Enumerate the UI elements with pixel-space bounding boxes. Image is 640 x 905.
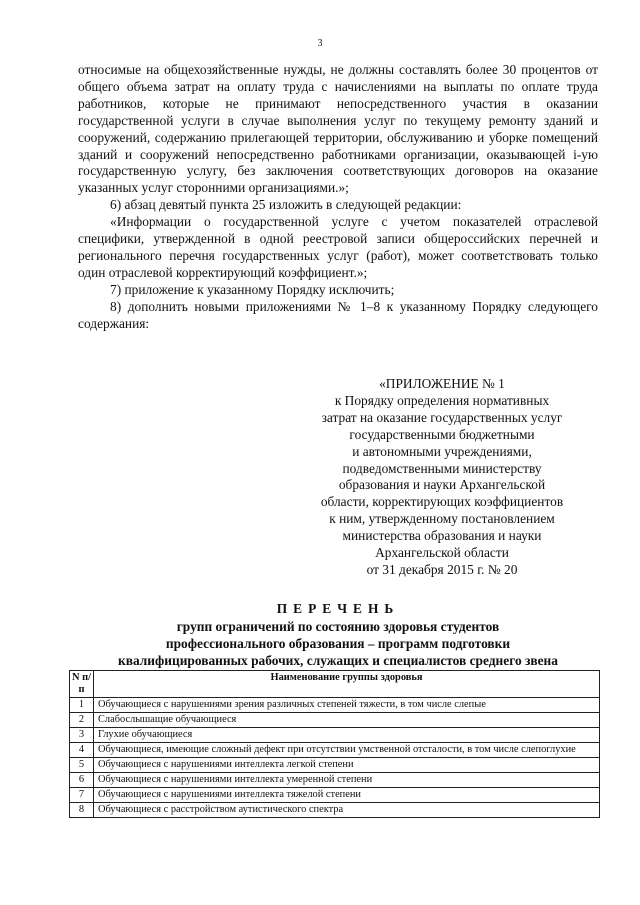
row-number: 6 [70, 773, 94, 788]
row-number: 4 [70, 743, 94, 758]
table-row [70, 803, 600, 818]
row-name: Слабослышащие обучающиеся [94, 713, 600, 728]
appendix-line: области, корректирующих коэффициентов [320, 494, 564, 510]
row-name: Глухие обучающиеся [94, 728, 600, 743]
column-header-number: N п/п [70, 671, 94, 698]
paragraph: «Информации о государственной услуге с учетом показателей отраслевой специфики, утвержденной в одной реестровой записи общероссийских перечней и регионального перечня государственных услуг (работ), может соответствовать только один отраслевой корректирующий коэффициент.»; [78, 214, 598, 280]
appendix-line: министерства образования и науки [342, 528, 542, 544]
appendix-line: к Порядку определения нормативных [334, 392, 550, 408]
table-row [70, 728, 600, 743]
list-subtitle-line: квалифицированных рабочих, служащих и специалистов среднего звена [118, 652, 558, 668]
paragraph: 6) абзац девятый пункта 25 изложить в следующей редакции: [110, 197, 462, 213]
row-number: 3 [70, 728, 94, 743]
appendix-line: подведомственными министерству [342, 460, 542, 476]
column-header-name: Наименование группы здоровья [94, 671, 600, 698]
table-row [70, 773, 600, 788]
table-row [70, 743, 600, 758]
appendix-header [292, 376, 592, 579]
row-name: Обучающиеся с расстройством аутистического спектра [94, 803, 600, 818]
list-heading [88, 601, 588, 670]
paragraph: 8) дополнить новыми приложениями № 1–8 к указанному Порядку следующего содержания: [78, 298, 598, 331]
list-subtitle-line: групп ограничений по состоянию здоровья студентов [176, 618, 500, 634]
appendix-line: затрат на оказание государственных услуг [321, 409, 563, 425]
row-number: 7 [70, 788, 94, 803]
appendix-line: «ПРИЛОЖЕНИЕ № 1 [379, 376, 505, 391]
table-row [70, 698, 600, 713]
appendix-line: Архангельской области [375, 545, 509, 561]
appendix-line: образования и науки Архангельской [338, 477, 546, 493]
row-number: 8 [70, 803, 94, 818]
health-groups-table [69, 670, 600, 818]
row-number: 5 [70, 758, 94, 773]
table-row [70, 713, 600, 728]
appendix-line: государственными бюджетными [349, 426, 535, 442]
appendix-line: к ним, утвержденному постановлением [329, 511, 555, 527]
table-row [70, 788, 600, 803]
table-header-row [70, 671, 600, 698]
page-number: 3 [317, 38, 323, 49]
row-name: Обучающиеся с нарушениями интеллекта тяжелой степени [94, 788, 600, 803]
row-number: 2 [70, 713, 94, 728]
body-text [78, 62, 598, 333]
row-name: Обучающиеся с нарушениями интеллекта умеренной степени [94, 773, 600, 788]
paragraph: относимые на общехозяйственные нужды, не должны составлять более 30 процентов от общего объема затрат на оплату труда с начислениями на выплаты по оплате труда работников, которые не принимают непосредственного участия в оказании государственной услуги в случае выполнения услуг по текущему ремонту зданий и сооружений, содержанию прилегающей территории, обслуживанию и уборке помещений зданий и сооружений непосредственно работниками организации, оказывающей i-ую государственную услугу, без заключения соответствующих договоров на оказание указанных услуг сторонними организациями.»; [78, 62, 598, 196]
row-name: Обучающиеся с нарушениями интеллекта легкой степени [94, 758, 600, 773]
list-title: ПЕРЕЧЕНЬ [276, 601, 400, 616]
appendix-line: и автономными учреждениями, [352, 443, 532, 459]
appendix-line: от 31 декабря 2015 г. № 20 [366, 561, 518, 577]
row-name: Обучающиеся, имеющие сложный дефект при отсутствии умственной отсталости, в том числе слепоглухие [94, 743, 600, 758]
list-subtitle-line: профессионального образования – программ подготовки [165, 635, 511, 651]
row-name: Обучающиеся с нарушениями зрения различных степеней тяжести, в том числе слепые [94, 698, 600, 713]
paragraph: 7) приложение к указанному Порядку исключить; [110, 281, 395, 297]
table-row [70, 758, 600, 773]
row-number: 1 [70, 698, 94, 713]
